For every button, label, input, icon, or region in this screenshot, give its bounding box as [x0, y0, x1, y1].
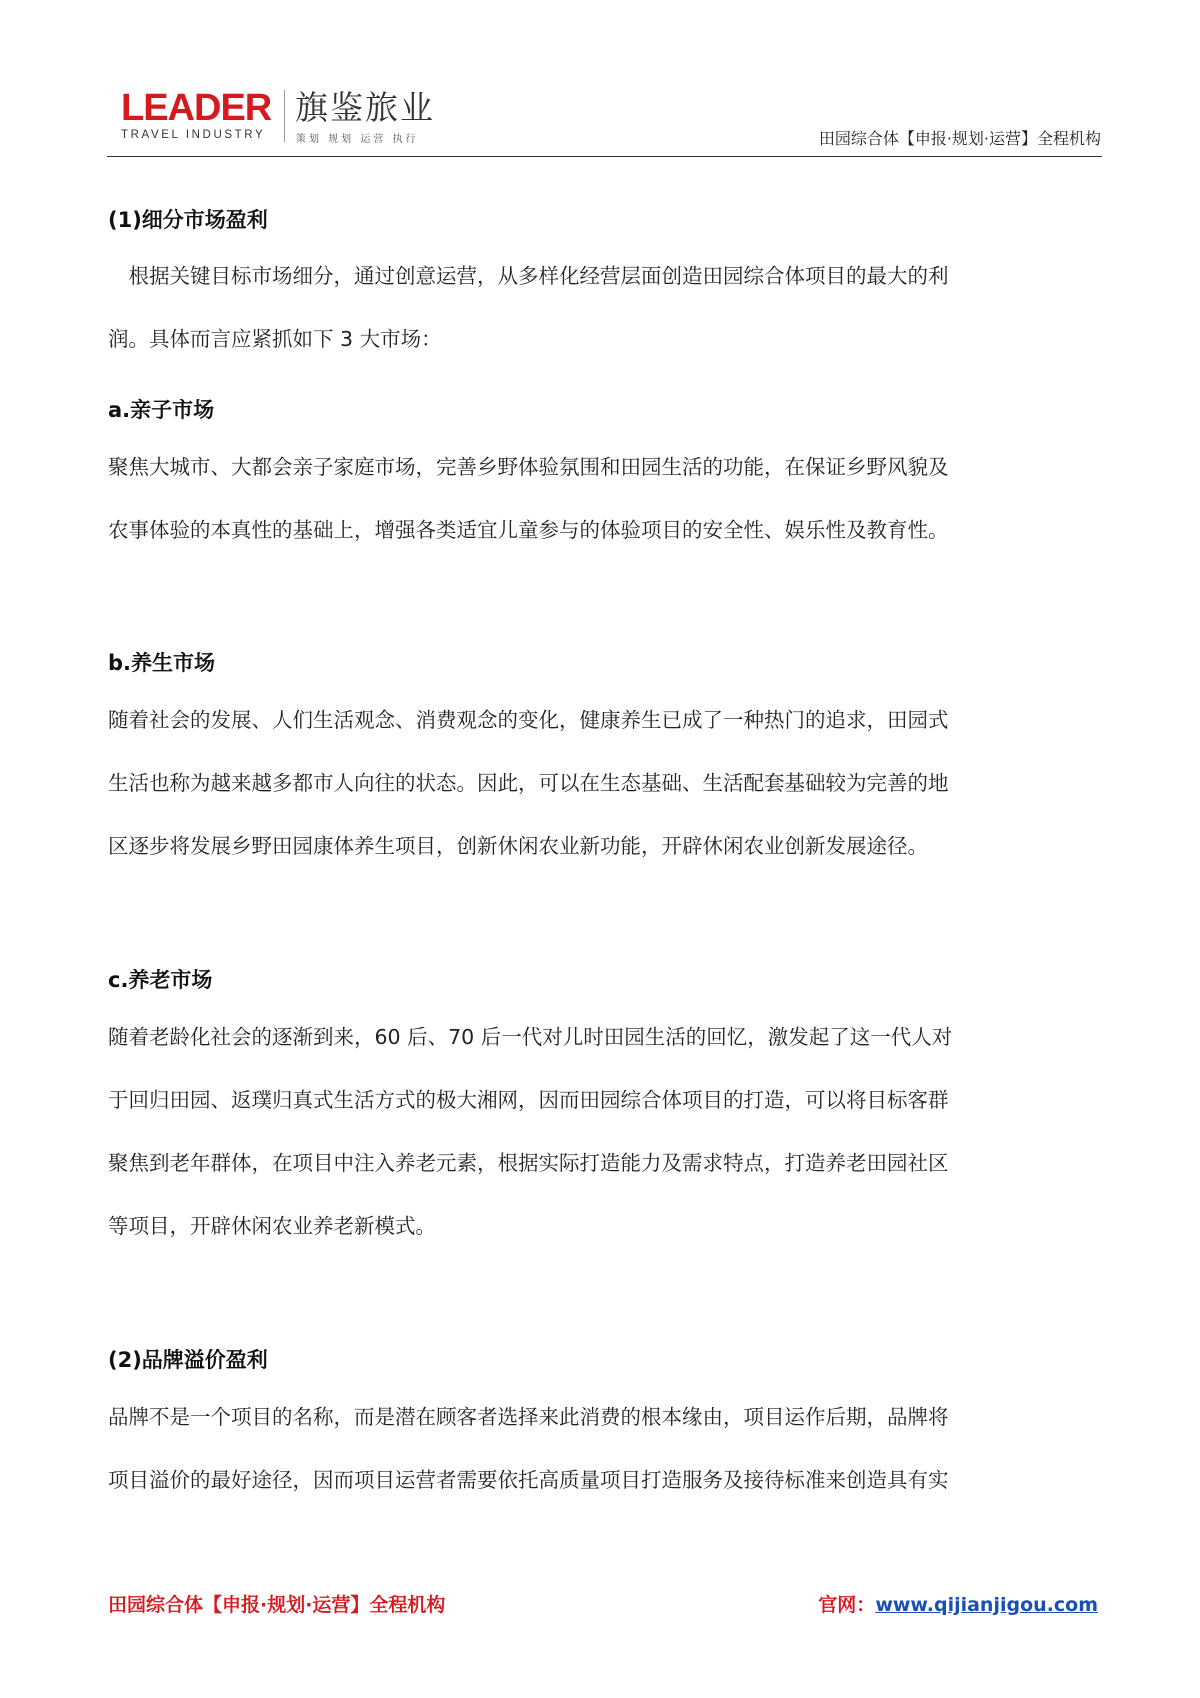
text-line: 根据关键目标市场细分，通过创意运营，从多样化经营层面创造田园综合体项目的最大的利 — [108, 264, 949, 288]
section-heading-1: (1)细分市场盈利 — [108, 208, 268, 232]
paragraph-brand — [108, 1402, 1103, 1528]
text-line: 农事体验的本真性的基础上，增强各类适宜儿童参与的体验项目的安全性、娱乐性及教育性。 — [108, 518, 949, 542]
logo-subtitle-cn: 策划 规划 运营 执行 — [296, 134, 419, 145]
subheading-b: b.养生市场 — [108, 651, 216, 675]
text-line: 聚焦大城市、大都会亲子家庭市场，完善乡野体验氛围和田园生活的功能，在保证乡野风貌及 — [108, 455, 949, 479]
footer-tagline: 田园综合体【申报·规划·运营】全程机构 — [108, 1594, 446, 1616]
website-link[interactable]: www.qijianjigou.com — [875, 1594, 1098, 1616]
text-line: 生活也称为越来越多都市人向往的状态。因此，可以在生态基础、生活配套基础较为完善的地 — [108, 771, 949, 795]
footer-website — [818, 1590, 1098, 1617]
website-label: 官网： — [818, 1594, 876, 1616]
page-header — [107, 86, 1107, 156]
text-line: 项目溢价的最好途径，因而项目运营者需要依托高质量项目打造服务及接待标准来创造具有实 — [108, 1468, 949, 1492]
text-line: 随着老龄化社会的逐渐到来，60 后、70 后一代对儿时田园生活的回忆，激发起了这一代人对 — [108, 1025, 953, 1049]
paragraph-intro — [108, 261, 1103, 387]
text-line: 于回归田园、返璞归真式生活方式的极大湘网，因而田园综合体项目的打造，可以将目标客群 — [108, 1088, 949, 1112]
text-line: 润。具体而言应紧抓如下 3 大市场： — [108, 327, 442, 351]
header-tagline: 田园综合体【申报·规划·运营】全程机构 — [818, 129, 1101, 148]
paragraph-c — [108, 1022, 1103, 1274]
paragraph-b — [108, 705, 1103, 894]
section-heading-2: (2)品牌溢价盈利 — [108, 1348, 268, 1372]
text-line: 区逐步将发展乡野田园康体养生项目，创新休闲农业新功能，开辟休闲农业创新发展途径。 — [108, 834, 928, 858]
logo-divider — [284, 90, 285, 142]
text-line: 等项目，开辟休闲农业养老新模式。 — [108, 1214, 436, 1238]
text-line: 聚焦到老年群体，在项目中注入养老元素，根据实际打造能力及需求特点，打造养老田园社区 — [108, 1151, 949, 1175]
header-rule — [107, 156, 1102, 157]
text-line: 随着社会的发展、人们生活观念、消费观念的变化，健康养生已成了一种热门的追求，田园式 — [108, 708, 949, 732]
logo-subtitle-en: TRAVEL INDUSTRY — [121, 129, 266, 141]
subheading-c: c.养老市场 — [108, 968, 213, 992]
text-line: 品牌不是一个项目的名称，而是潜在顾客者选择来此消费的根本缘由，项目运作后期，品牌将 — [108, 1405, 949, 1429]
subheading-a: a.亲子市场 — [108, 398, 215, 422]
paragraph-a — [108, 452, 1103, 578]
logo-chinese: 旗鉴旅业 — [295, 88, 435, 127]
leader-logo: LEADER — [121, 87, 272, 129]
